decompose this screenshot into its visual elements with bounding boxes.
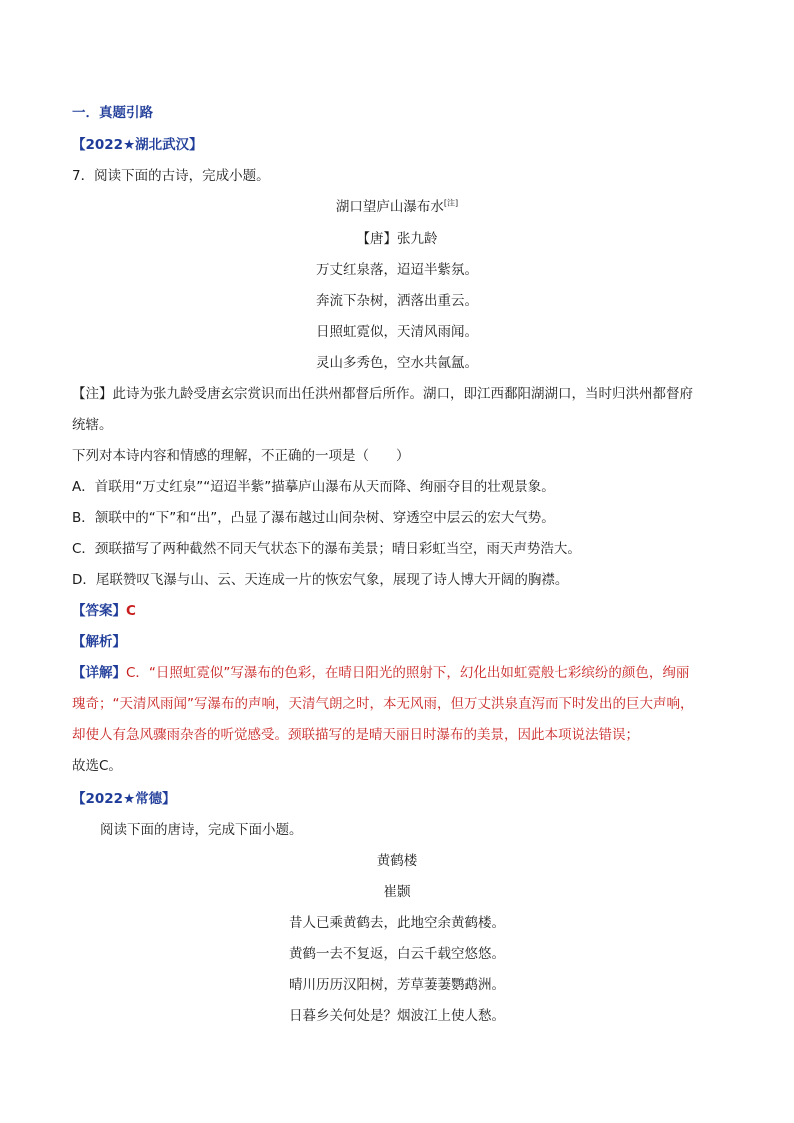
poem-title-1 — [0, 198, 794, 216]
option-c: C．颈联描写了两种截然不同天气状态下的瀑布美景；晴日彩虹当空，雨天声势浩大。 — [72, 541, 581, 557]
detail-label: 【详解】 — [72, 665, 126, 681]
poem-note-mark: [注] — [443, 198, 459, 208]
question-prompt: 下列对本诗内容和情感的理解，不正确的一项是（ ） — [72, 448, 410, 464]
poem2-line-3: 晴川历历汉阳树，芳草萋萋鹦鹉洲。 — [289, 977, 505, 993]
poem-title-2: 黄鹤楼 — [376, 853, 418, 869]
detail-text-1: C．“日照虹霓似”写瀑布的色彩，在晴日阳光的照射下，幻化出如虹霓般七彩缤纷的颜色，绚丽 — [126, 665, 690, 681]
source-tag-changde: 【2022★常德】 — [72, 791, 176, 807]
answer-label: 【答案】 — [72, 603, 126, 619]
answer-value: C — [126, 603, 136, 619]
poem-note-line-1: 【注】此诗为张九龄受唐玄宗赏识而出任洪州都督后所作。湖口，即江西鄱阳湖湖口，当时归洪州都督府 — [72, 386, 693, 402]
poem2-line-1: 昔人已乘黄鹤去，此地空余黄鹤楼。 — [289, 915, 505, 931]
option-b: B．颔联中的“下”和“出”，凸显了瀑布越过山间杂树、穿透空中层云的宏大气势。 — [72, 510, 555, 526]
poem2-line-4: 日暮乡关何处是？烟波江上使人愁。 — [289, 1008, 505, 1024]
poem-line-3: 日照虹霓似，天清风雨闻。 — [316, 324, 478, 340]
poem-line-4: 灵山多秀色，空水共氤氲。 — [316, 355, 478, 371]
conclusion: 故选C。 — [72, 758, 122, 774]
detail-line-3: 却使人有急风骤雨杂沓的听觉感受。颈联描写的是晴天丽日时瀑布的美景，因此本项说法错误； — [72, 727, 639, 743]
analysis-label: 【解析】 — [72, 634, 126, 650]
poem-note-line-2: 统辖。 — [72, 417, 113, 433]
poem-author-2: 崔颢 — [383, 884, 411, 900]
detail-line-1 — [72, 664, 689, 682]
option-d: D．尾联赞叹飞瀑与山、云、天连成一片的恢宏气象，展现了诗人博大开阔的胸襟。 — [72, 572, 569, 588]
option-a: A．首联用“万丈红泉”“迢迢半紫”描摹庐山瀑布从天而降、绚丽夺目的壮观景象。 — [72, 479, 555, 495]
question-7-instruction: 7．阅读下面的古诗，完成小题。 — [72, 168, 270, 184]
poem-line-1: 万丈红泉落，迢迢半紫氛。 — [316, 262, 478, 278]
poem2-line-2: 黄鹤一去不复返，白云千载空悠悠。 — [289, 946, 505, 962]
poem-author-1: 【唐】张九龄 — [356, 231, 438, 247]
poem-line-2: 奔流下杂树，洒落出重云。 — [316, 293, 478, 309]
section-heading: 一．真题引路 — [72, 105, 153, 121]
source-tag-wuhan: 【2022★湖北武汉】 — [72, 137, 203, 153]
question-instruction-2: 阅读下面的唐诗，完成下面小题。 — [100, 822, 303, 838]
detail-line-2: 瑰奇；“天清风雨闻”写瀑布的声响，天清气朗之时，本无风雨，但万丈洪泉直泻而下时发出的巨大声响， — [72, 696, 694, 712]
poem-title-text: 湖口望庐山瀑布水 — [335, 199, 444, 215]
answer-row — [72, 602, 136, 620]
